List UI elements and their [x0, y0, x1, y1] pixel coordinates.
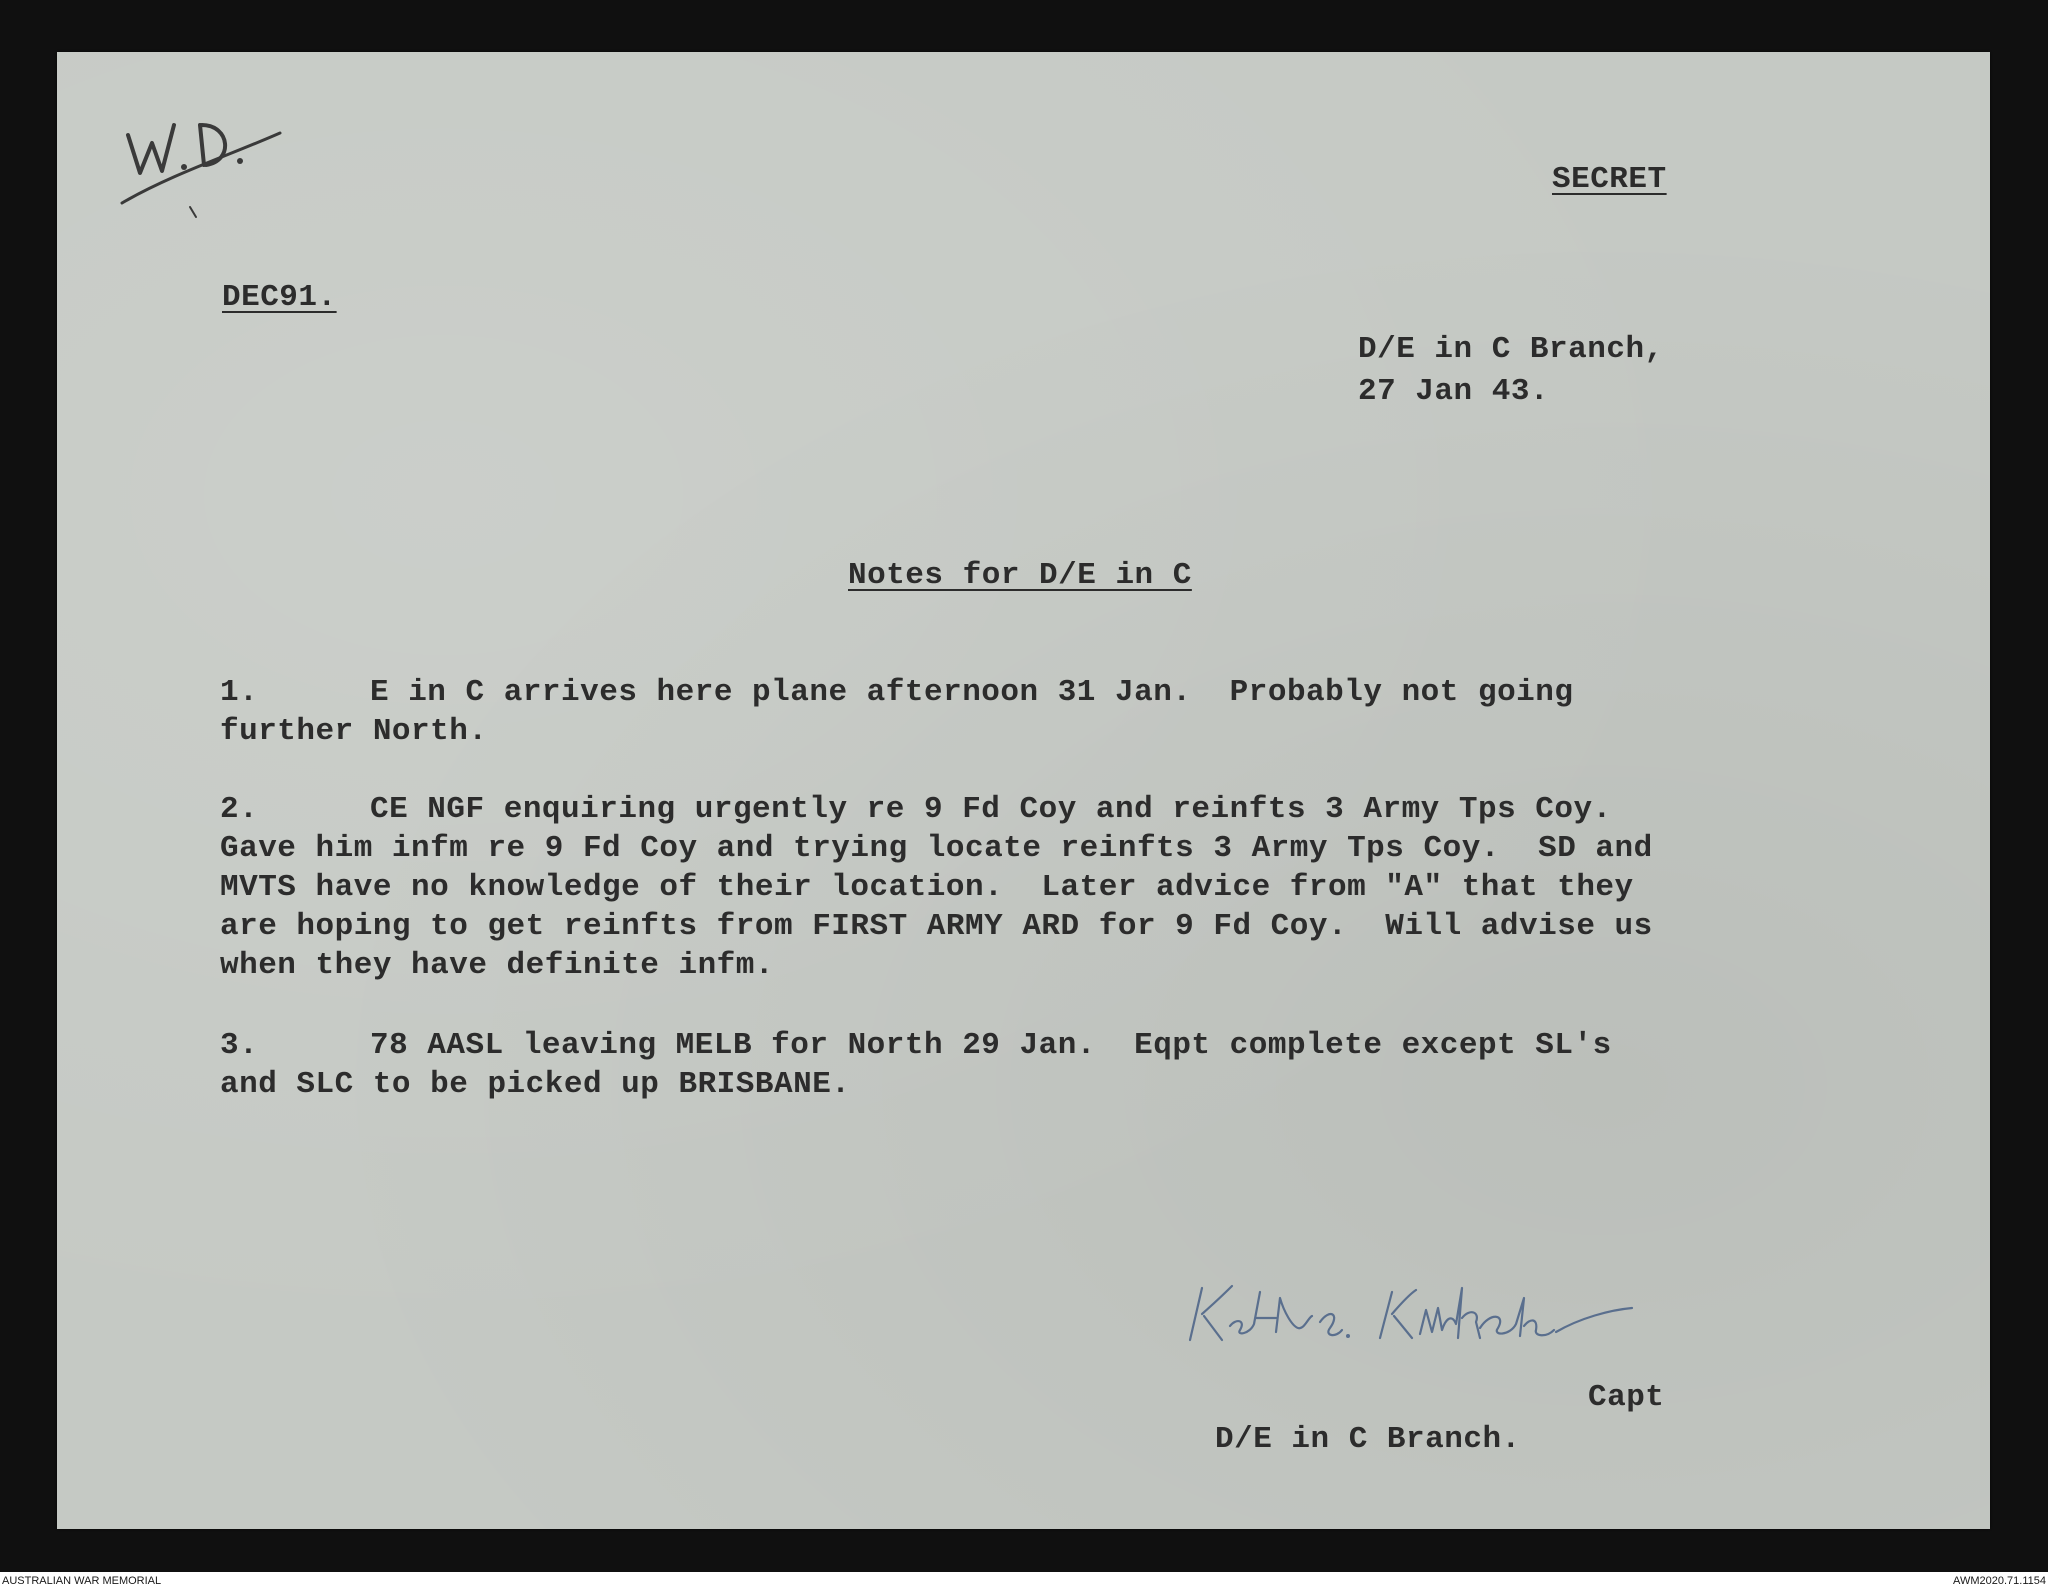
signature-rank: Capt — [1588, 1380, 1665, 1415]
sender-branch: D/E in C Branch, — [1358, 332, 1664, 367]
annotation-wd-mark — [110, 95, 310, 225]
handwritten-annotation — [110, 95, 310, 225]
paragraph-2-line-5: when they have definite infm. — [220, 948, 774, 983]
signature — [1180, 1278, 1640, 1358]
document-title: Notes for D/E in C — [848, 558, 1192, 593]
paragraph-3-line-1 — [220, 1026, 1612, 1065]
footer-bar — [0, 1572, 2048, 1590]
paragraph-number: 2. — [220, 792, 259, 827]
paragraph-text: E in C arrives here plane afternoon 31 Jan. Probably not going — [370, 675, 1574, 710]
paragraph-2-line-4: are hoping to get reinfts from FIRST ARMY ARD for 9 Fd Coy. Will advise us — [220, 909, 1653, 944]
paragraph-2-line-1 — [220, 790, 1612, 829]
paragraph-2-line-3: MVTS have no knowledge of their location. Later advice from "A" that they — [220, 870, 1634, 905]
footer-accession-number: AWM2020.71.1154 — [1953, 1575, 2046, 1587]
paragraph-text: CE NGF enquiring urgently re 9 Fd Coy and reinfts 3 Army Tps Coy. — [370, 792, 1612, 827]
paragraph-3-line-2: and SLC to be picked up BRISBANE. — [220, 1067, 851, 1102]
paragraph-1-line-2: further North. — [220, 714, 488, 749]
paragraph-number: 1. — [220, 675, 259, 710]
paragraph-2-line-2: Gave him infm re 9 Fd Coy and trying locate reinfts 3 Army Tps Coy. SD and — [220, 831, 1653, 866]
paragraph-1-line-1 — [220, 673, 1574, 712]
sender-date: 27 Jan 43. — [1358, 374, 1550, 409]
paragraph-text: 78 AASL leaving MELB for North 29 Jan. Eqpt complete except SL's — [370, 1028, 1612, 1063]
paragraph-number: 3. — [220, 1028, 259, 1063]
reference-number: DEC91. — [222, 280, 337, 315]
signature-branch: D/E in C Branch. — [1215, 1422, 1521, 1457]
footer-credit: AUSTRALIAN WAR MEMORIAL — [2, 1575, 162, 1587]
classification-label: SECRET — [1552, 162, 1667, 197]
signature-mark — [1180, 1278, 1640, 1358]
